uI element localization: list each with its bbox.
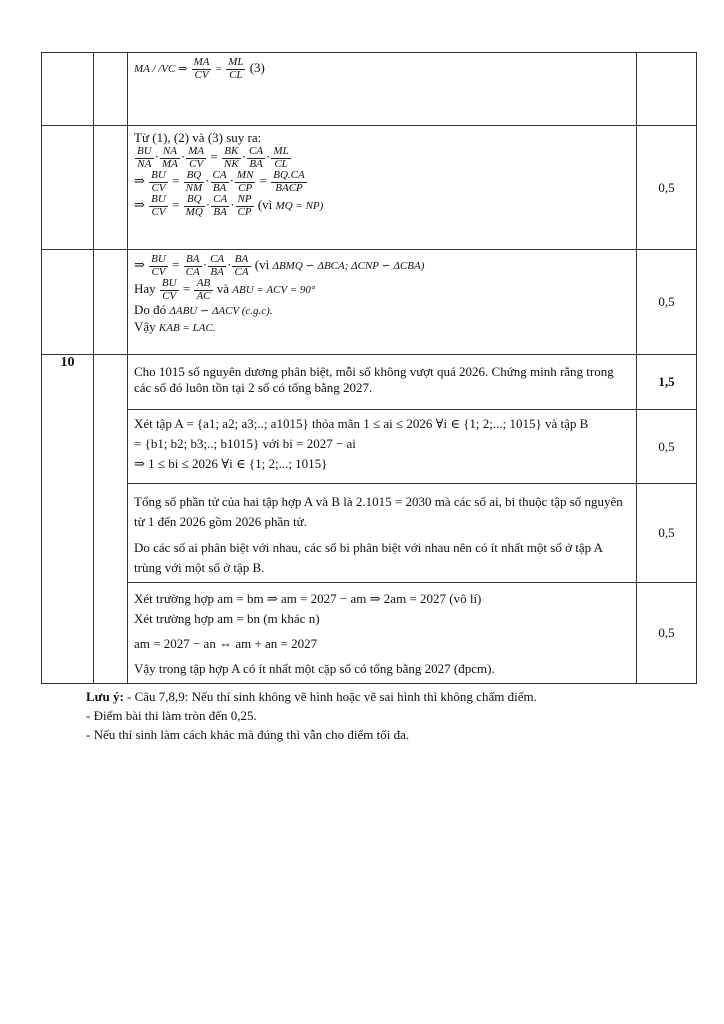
score-cell: 0,5: [637, 410, 697, 484]
formula-cell-3: ⇒ $\frac{BU}{CV}$ = $\frac{BA}{CA}$ · $\frac{CA}{BA}$ · $\frac{BA}{CA}$ (vì ΔBMQ ∽ ΔBCA; ΔCNP ∽ ΔCBA) Hay $\frac{BU}{CV}$ = $\frac{AB}{AC}$ và ABU = ACV = 90° Do đó ΔABU ∽ ΔACV (c.g.c). Vậy KAB = LAC.: [134, 253, 425, 334]
table-row: [42, 53, 697, 126]
solution-step-3: Xét trường hợp am = bm ⇒ am = 2027 − am ⇒ 2am = 2027 (vô lí) Xét trường hợp am = bn (m khác n) am = 2027 − an ⇔ am + an = 2027 Vậy trong tập hợp A có ít nhất một cặp số có tổng bằng 2027 (đpcm).: [134, 590, 495, 676]
score-cell: 0,5: [637, 484, 697, 583]
formula-cell-2: Từ (1), (2) và (3) suy ra: $\frac{BU}{NA}$ · $\frac{NA}{MA}$ · $\frac{MA}{CV}$ = $\frac{BK}{NK}$ · $\frac{CA}{BA}$ · $\frac{ML}{CL}$ ⇒ $\frac{BU}{CV}$ = $\frac{BQ}{NM}$ · $\frac{CA}{BA}$ · $\frac{MN}{CP}$ = $\frac{BQ.CA}{\text{BACP}}$ ⇒ $\frac{BU}{CV}$ = $\frac{BQ}{MQ}$ · $\frac{CA}{BA}$ · $\frac{NP}{CP}$ (vì MQ = NP): [128, 126, 636, 222]
table-row: [42, 582, 697, 683]
table-row: [42, 484, 697, 583]
question-number: 10: [42, 355, 94, 684]
note-3: - Nếu thí sinh làm cách khác mà đúng thì vẫn cho điểm tối đa.: [86, 727, 410, 742]
answer-key-table: [41, 52, 697, 684]
solution-step-1: Xét tập A = {a1; a2; a3;..; a1015} thỏa mãn 1 ≤ ai ≤ 2026 ∀i ∈ {1; 2;...; 1015} và tập B = {b1; b2; b3;..; b1015} với bi = 2027 − ai ⇒ 1 ≤ bi ≤ 2026 ∀i ∈ {1; 2;...; 1015}: [134, 416, 589, 472]
solution-step-2: Tổng số phần tử của hai tập hợp A và B là 2.1015 = 2030 mà các số ai, bi thuộc tập số nguyên từ 1 đến 2026 gồm 2026 phần tử. Do các số ai phân biệt với nhau, các số bi phân biệt với nhau nên có ít nhất một số ở tập A trùng với một số ở tập B.: [134, 494, 623, 576]
table-row: [42, 410, 697, 484]
notes-section: [86, 687, 537, 744]
score-cell: 0,5: [637, 250, 697, 355]
table-row: [42, 355, 697, 410]
table-row: [42, 250, 697, 355]
formula-cell-1: MA / /VC ⇒ $\frac{MA}{CV}$ = $\frac{ML}{CL}$ (3): [134, 56, 265, 81]
eq3-label: (3): [249, 60, 265, 76]
question-10-text: Cho 1015 số nguyên dương phân biệt, mỗi số không vượt quá 2026. Chứng minh rằng trong các số đó luôn tồn tại 2 số có tổng bằng 2027.: [134, 364, 614, 396]
table-row: [42, 126, 697, 250]
note-1: - Câu 7,8,9: Nếu thí sinh không vẽ hình hoặc vẽ sai hình thì không chấm điểm.: [127, 689, 537, 704]
derive-intro: Từ (1), (2) và (3) suy ra:: [134, 130, 262, 145]
score-cell: 0,5: [637, 582, 697, 683]
score-cell: 1,5: [637, 355, 697, 410]
note-2: - Điểm bài thi làm tròn đến 0,25.: [86, 708, 257, 723]
notes-label: Lưu ý:: [86, 689, 124, 704]
score-cell: 0,5: [637, 126, 697, 250]
